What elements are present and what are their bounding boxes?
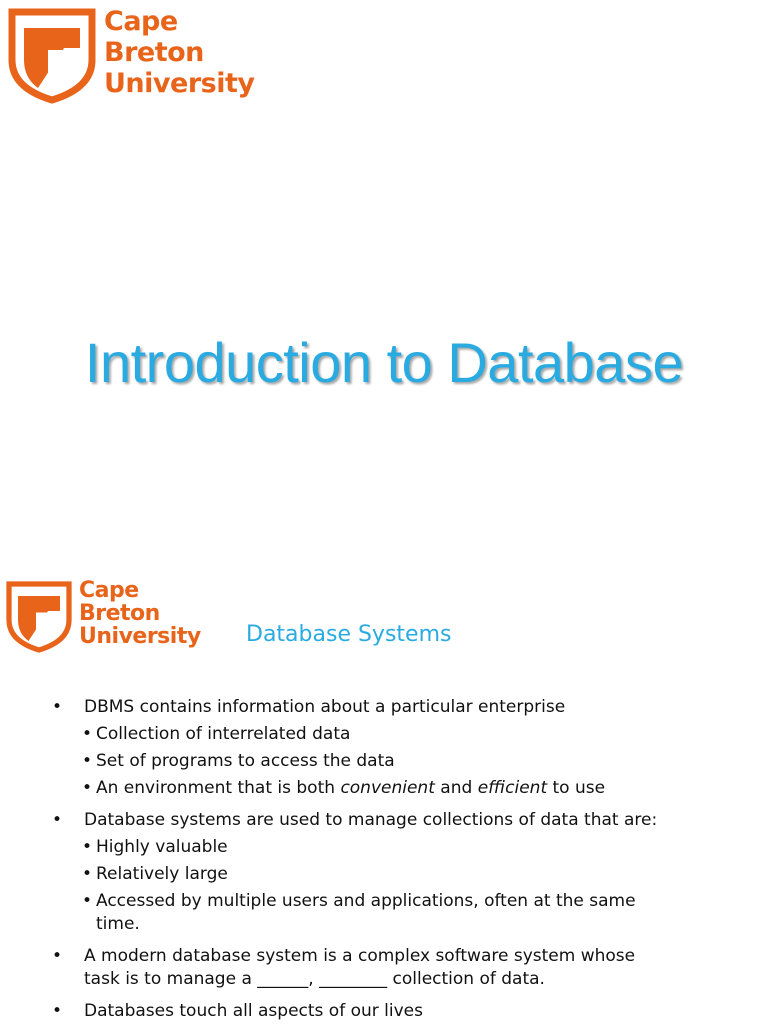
slide-2-content (48, 696, 738, 1023)
bullet (48, 1000, 738, 1023)
sub-bullet (48, 890, 656, 936)
sub-bullet-text: Accessed by multiple users and applications, often at the same time. (96, 891, 636, 934)
slide-1-title: Introduction to Database (84, 331, 684, 394)
bullet-dot-icon: • (82, 724, 93, 744)
university-logo (8, 8, 254, 104)
emphasis-convenient: convenient (340, 778, 435, 798)
bullet (48, 809, 738, 832)
bullet-text: Databases touch all aspects of our lives (84, 1001, 423, 1021)
sub-bullet (48, 723, 738, 746)
bullet-text: A modern database system is a complex software system whose task is to manage a ______, ________ collection of data. (84, 946, 636, 989)
shield-icon (6, 580, 72, 654)
sub-bullet (48, 863, 738, 886)
slide-2 (0, 560, 768, 1024)
brand-line-2: Breton (79, 601, 160, 626)
bullet-dot-icon: • (82, 891, 93, 911)
bullet-dot-icon: • (82, 864, 93, 884)
sub-bullet (48, 750, 738, 773)
brand-line-2: Breton (104, 37, 204, 68)
sub-bullet-text-mid: and (434, 778, 478, 798)
bullet-text: DBMS contains information about a particular enterprise (84, 697, 566, 717)
bullet (48, 945, 644, 991)
bullet-dot-icon: • (82, 837, 93, 857)
brand-line-1: Cape (79, 578, 139, 603)
sub-bullet-text: Set of programs to access the data (96, 751, 395, 771)
bullet-dot-icon: • (82, 778, 93, 798)
sub-bullet (48, 777, 738, 800)
bullet-dot-icon: • (52, 1001, 63, 1021)
sub-bullet-text: Relatively large (96, 864, 228, 884)
bullet-dot-icon: • (82, 751, 93, 771)
sub-bullet (48, 836, 738, 859)
sub-bullet-text-post: to use (547, 778, 606, 798)
sub-bullet-text: Collection of interrelated data (96, 724, 351, 744)
brand-line-1: Cape (104, 6, 178, 37)
slide-2-title: Database Systems (246, 622, 452, 647)
bullet-dot-icon: • (52, 697, 63, 717)
shield-icon (8, 8, 96, 104)
sub-bullet-text: Highly valuable (96, 837, 228, 857)
bullet (48, 696, 738, 719)
brand-line-3: University (79, 624, 201, 649)
emphasis-efficient: efficient (477, 778, 548, 798)
brand-line-3: University (104, 68, 255, 99)
university-wordmark (104, 6, 254, 99)
sub-bullet-text-pre: An environment that is both (96, 778, 341, 798)
university-wordmark (79, 579, 201, 648)
bullet-dot-icon: • (52, 810, 63, 830)
bullet-text: Database systems are used to manage collections of data that are: (84, 810, 658, 830)
university-logo-small (6, 580, 201, 654)
bullet-dot-icon: • (52, 946, 63, 966)
